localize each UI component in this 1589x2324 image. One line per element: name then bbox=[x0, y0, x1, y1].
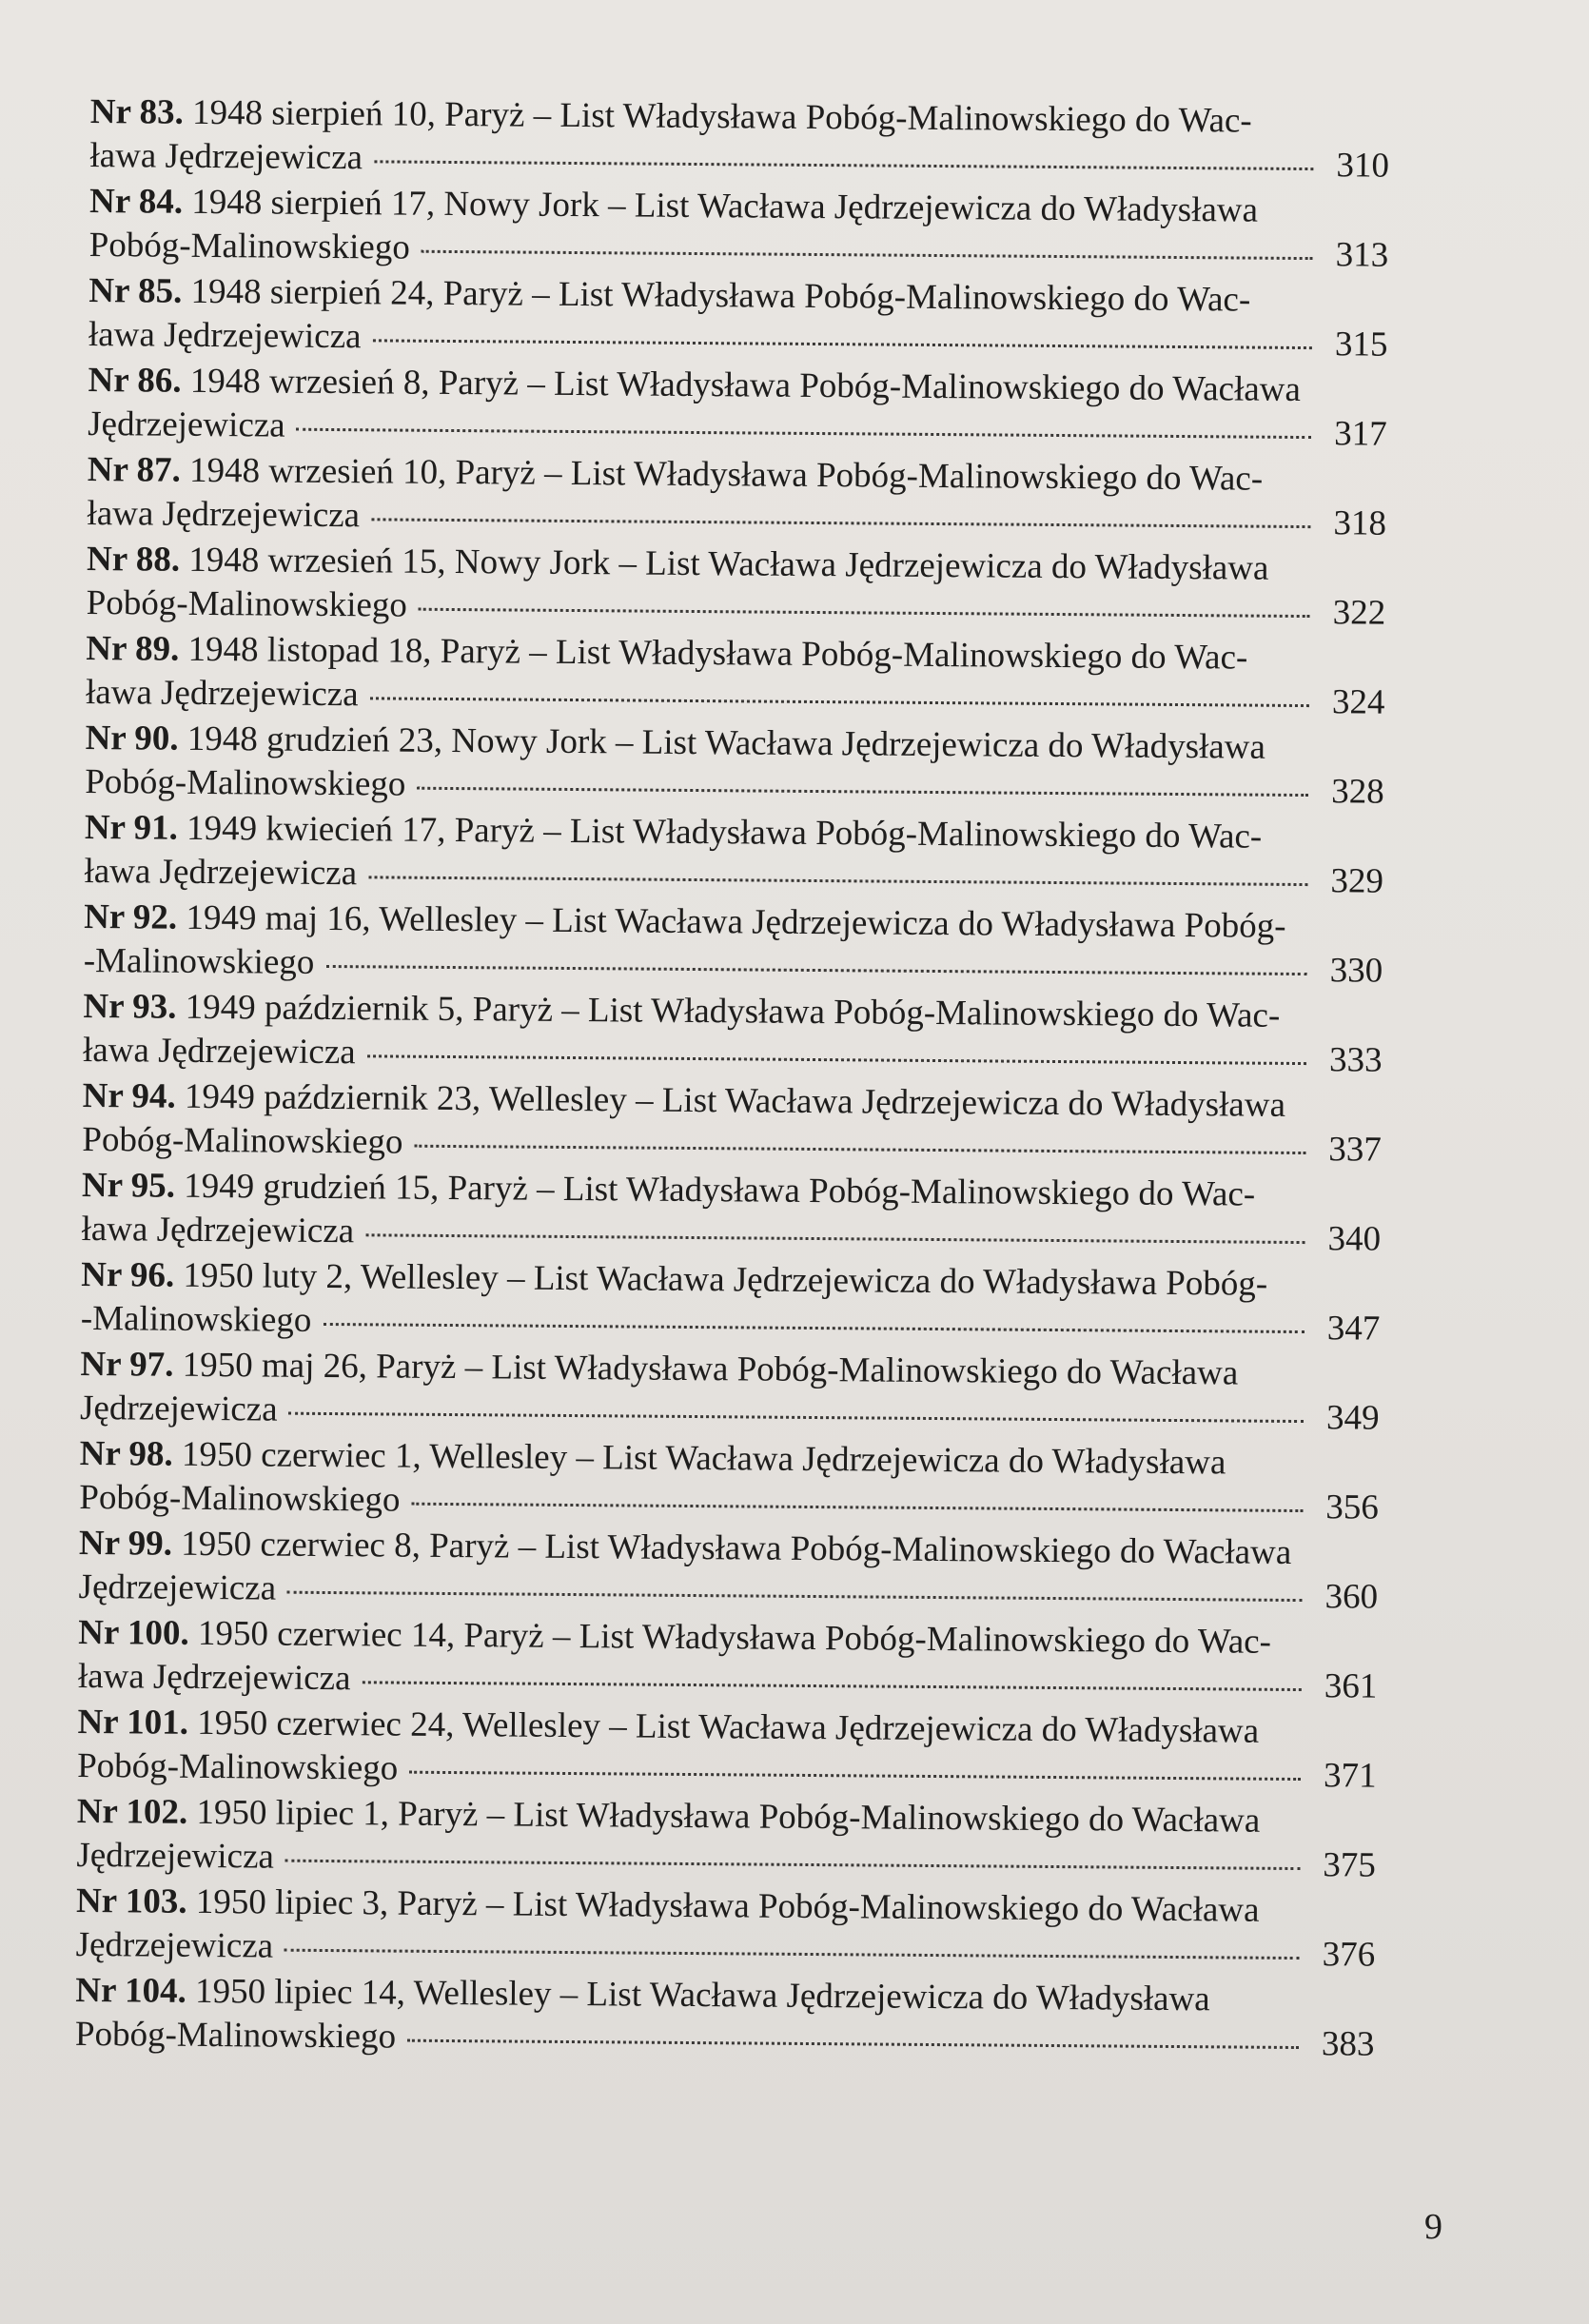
page-number: 9 bbox=[1424, 2207, 1442, 2247]
entry-number: Nr 90. bbox=[85, 718, 179, 758]
entry-number: Nr 83. bbox=[89, 91, 184, 132]
entry-title-continuation: Jędrzejewicza bbox=[75, 1924, 274, 1966]
entry-number: Nr 88. bbox=[86, 539, 181, 580]
dot-leader bbox=[409, 1771, 1301, 1781]
entry-number: Nr 102. bbox=[76, 1791, 188, 1832]
entry-title-first-line: 1950 czerwiec 1, Wellesley – List Wacława Jędrzejewicza do Władysława bbox=[172, 1434, 1226, 1483]
entry-title-first-line: 1948 wrzesień 15, Nowy Jork – List Wacława Jędrzejewicza do Władysława bbox=[179, 540, 1269, 588]
entry-page-number: 322 bbox=[1332, 593, 1386, 633]
entry-number: Nr 85. bbox=[88, 270, 183, 311]
dot-leader bbox=[374, 160, 1313, 170]
toc-entry bbox=[85, 627, 1385, 724]
dot-leader bbox=[371, 518, 1310, 528]
toc-entry bbox=[74, 1969, 1375, 2066]
entry-page-number: 330 bbox=[1329, 951, 1383, 991]
toc-entry bbox=[77, 1701, 1377, 1798]
entry-title-continuation: ława Jędrzejewicza bbox=[82, 1030, 356, 1073]
entry-title-continuation: Jędrzejewicza bbox=[76, 1835, 275, 1877]
entry-number: Nr 96. bbox=[81, 1254, 175, 1295]
entry-title-continuation: -Malinowskiego bbox=[83, 940, 315, 982]
entry-title-continuation: ława Jędrzejewicza bbox=[87, 493, 361, 536]
entry-page-number: 324 bbox=[1331, 682, 1385, 722]
entry-number: Nr 95. bbox=[81, 1165, 176, 1206]
entry-number: Nr 94. bbox=[82, 1075, 176, 1116]
entry-title-continuation: Jędrzejewicza bbox=[88, 404, 285, 445]
entry-title-first-line: 1949 październik 23, Wellesley – List Wacława Jędrzejewicza do Władysława bbox=[175, 1076, 1286, 1125]
entry-number: Nr 91. bbox=[84, 807, 179, 848]
toc-entry bbox=[82, 985, 1383, 1082]
entry-number: Nr 100. bbox=[78, 1612, 189, 1653]
dot-leader bbox=[419, 608, 1310, 618]
entry-title-continuation: Pobóg-Malinowskiego bbox=[86, 582, 408, 625]
entry-page-number: 361 bbox=[1324, 1666, 1378, 1706]
entry-title-continuation: Pobóg-Malinowskiego bbox=[88, 225, 410, 267]
table-of-contents bbox=[75, 90, 1422, 2069]
entry-number: Nr 86. bbox=[88, 360, 182, 401]
entry-title-first-line: 1948 listopad 18, Paryż – List Władysława Pobóg-Malinowskiego do Wac- bbox=[179, 629, 1248, 678]
dot-leader bbox=[414, 1145, 1305, 1154]
entry-title-first-line: 1950 luty 2, Wellesley – List Wacława Jędrzejewicza do Władysława Pobóg- bbox=[174, 1255, 1268, 1304]
toc-entry bbox=[85, 717, 1384, 814]
toc-entry bbox=[75, 1880, 1376, 1977]
entry-title-continuation: Pobóg-Malinowskiego bbox=[74, 2014, 397, 2057]
entry-page-number: 356 bbox=[1325, 1487, 1380, 1527]
dot-leader bbox=[411, 1503, 1303, 1512]
entry-title-continuation: ława Jędrzejewicza bbox=[89, 135, 363, 178]
entry-page-number: 349 bbox=[1325, 1398, 1380, 1438]
entry-number: Nr 98. bbox=[79, 1433, 173, 1474]
dot-leader bbox=[325, 965, 1306, 975]
dot-leader bbox=[284, 1949, 1300, 1960]
entry-number: Nr 99. bbox=[78, 1523, 173, 1564]
toc-entry bbox=[83, 896, 1383, 993]
entry-title-continuation: ława Jędrzejewicza bbox=[77, 1656, 351, 1699]
entry-title-first-line: 1948 sierpień 17, Nowy Jork – List Wacława Jędrzejewicza do Władysława bbox=[182, 182, 1259, 230]
toc-entry bbox=[88, 180, 1389, 277]
toc-entry bbox=[87, 448, 1387, 545]
entry-page-number: 315 bbox=[1334, 325, 1388, 364]
entry-title-continuation: ława Jędrzejewicza bbox=[81, 1209, 355, 1251]
entry-title-first-line: 1949 maj 16, Wellesley – List Wacława Jędrzejewicza do Władysława Pobóg- bbox=[176, 897, 1286, 946]
toc-entry bbox=[88, 269, 1388, 366]
dot-leader bbox=[417, 787, 1308, 797]
entry-page-number: 310 bbox=[1336, 146, 1390, 186]
entry-title-first-line: 1948 wrzesień 8, Paryż – List Władysława Pobóg-Malinowskiego do Wacława bbox=[181, 361, 1302, 409]
entry-title-first-line: 1948 grudzień 23, Nowy Jork – List Wacława Jędrzejewicza do Władysława bbox=[178, 719, 1266, 767]
entry-title-first-line: 1950 czerwiec 8, Paryż – List Władysława Pobóg-Malinowskiego do Wacława bbox=[171, 1524, 1292, 1572]
entry-title-first-line: 1949 październik 5, Paryż – List Władysława Pobóg-Malinowskiego do Wac- bbox=[176, 987, 1281, 1035]
toc-entry bbox=[77, 1611, 1378, 1708]
entry-number: Nr 89. bbox=[86, 628, 180, 669]
entry-title-continuation: Jędrzejewicza bbox=[78, 1566, 277, 1608]
entry-page-number: 337 bbox=[1328, 1130, 1382, 1170]
dot-leader bbox=[287, 1591, 1303, 1602]
entry-title-first-line: 1948 sierpień 10, Paryż – List Władysława Pobóg-Malinowskiego do Wac- bbox=[183, 92, 1252, 141]
toc-entry bbox=[79, 1343, 1380, 1440]
entry-title-continuation: Pobóg-Malinowskiego bbox=[82, 1119, 403, 1162]
entry-title-continuation: Pobóg-Malinowskiego bbox=[85, 761, 406, 804]
toc-entry bbox=[76, 1790, 1377, 1887]
dot-leader bbox=[422, 250, 1313, 260]
entry-title-continuation: Jędrzejewicza bbox=[79, 1388, 278, 1429]
entry-title-first-line: 1950 lipiec 1, Paryż – List Władysława Pobóg-Malinowskiego do Wacława bbox=[187, 1792, 1261, 1841]
entry-page-number: 347 bbox=[1326, 1309, 1381, 1349]
entry-page-number: 318 bbox=[1333, 503, 1387, 543]
dot-leader bbox=[368, 876, 1307, 886]
dot-leader bbox=[285, 1860, 1301, 1870]
entry-page-number: 360 bbox=[1324, 1577, 1379, 1617]
entry-number: Nr 87. bbox=[87, 449, 182, 490]
entry-page-number: 313 bbox=[1335, 235, 1389, 275]
dot-leader bbox=[297, 428, 1312, 439]
entry-title-continuation: Pobóg-Malinowskiego bbox=[79, 1477, 401, 1520]
dot-leader bbox=[407, 2039, 1299, 2049]
entry-page-number: 317 bbox=[1334, 414, 1387, 454]
dot-leader bbox=[370, 697, 1309, 707]
entry-title-continuation: Pobóg-Malinowskiego bbox=[77, 1745, 399, 1788]
entry-title-first-line: 1950 czerwiec 14, Paryż – List Władysława Pobóg-Malinowskiego do Wac- bbox=[188, 1613, 1272, 1662]
entry-page-number: 383 bbox=[1321, 2024, 1375, 2064]
toc-entry bbox=[79, 1432, 1380, 1529]
entry-page-number: 333 bbox=[1328, 1040, 1383, 1080]
entry-page-number: 340 bbox=[1327, 1219, 1382, 1259]
entry-title-continuation: ława Jędrzejewicza bbox=[84, 851, 358, 894]
dot-leader bbox=[365, 1233, 1305, 1244]
entry-title-first-line: 1949 grudzień 15, Paryż – List Władysława Pobóg-Malinowskiego do Wac- bbox=[174, 1166, 1256, 1214]
entry-title-continuation: ława Jędrzejewicza bbox=[85, 672, 359, 715]
entry-title-first-line: 1950 lipiec 14, Wellesley – List Wacława Jędrzejewicza do Władysława bbox=[186, 1971, 1210, 2019]
dot-leader bbox=[323, 1323, 1304, 1333]
entry-page-number: 371 bbox=[1323, 1756, 1377, 1796]
entry-page-number: 375 bbox=[1323, 1845, 1377, 1885]
toc-entry bbox=[80, 1253, 1381, 1350]
toc-entry bbox=[82, 1074, 1382, 1172]
entry-title-continuation: ława Jędrzejewicza bbox=[88, 314, 362, 357]
dot-leader bbox=[289, 1412, 1305, 1423]
toc-entry bbox=[88, 359, 1387, 456]
entry-page-number: 329 bbox=[1330, 861, 1384, 901]
entry-title-continuation: -Malinowskiego bbox=[80, 1298, 312, 1340]
entry-title-first-line: 1949 kwiecień 17, Paryż – List Władysława Pobóg-Malinowskiego do Wac- bbox=[177, 808, 1263, 857]
entry-title-first-line: 1948 sierpień 24, Paryż – List Władysława Pobóg-Malinowskiego do Wac- bbox=[182, 271, 1251, 320]
entry-page-number: 376 bbox=[1322, 1935, 1376, 1975]
toc-entry bbox=[89, 90, 1390, 187]
entry-number: Nr 104. bbox=[75, 1970, 186, 2011]
entry-title-first-line: 1950 maj 26, Paryż – List Władysława Pobóg-Malinowskiego do Wacława bbox=[173, 1345, 1239, 1393]
entry-number: Nr 92. bbox=[84, 896, 178, 937]
entry-number: Nr 101. bbox=[77, 1702, 189, 1743]
toc-entry bbox=[84, 806, 1384, 903]
dot-leader bbox=[362, 1681, 1301, 1691]
entry-number: Nr 84. bbox=[88, 181, 184, 222]
entry-page-number: 328 bbox=[1331, 772, 1384, 812]
dot-leader bbox=[367, 1054, 1306, 1065]
entry-title-first-line: 1950 lipiec 3, Paryż – List Władysława Pobóg-Malinowskiego do Wacława bbox=[186, 1881, 1260, 1930]
entry-number: Nr 103. bbox=[75, 1881, 187, 1921]
toc-entry bbox=[81, 1164, 1382, 1261]
toc-entry bbox=[78, 1522, 1379, 1619]
entry-title-first-line: 1950 czerwiec 24, Wellesley – List Wacława Jędrzejewicza do Władysława bbox=[187, 1703, 1260, 1751]
entry-number: Nr 97. bbox=[80, 1344, 174, 1385]
entry-title-first-line: 1948 wrzesień 10, Paryż – List Władysława Pobóg-Malinowskiego do Wac- bbox=[180, 450, 1264, 499]
toc-entry bbox=[86, 538, 1386, 635]
dot-leader bbox=[372, 339, 1311, 349]
entry-number: Nr 93. bbox=[83, 986, 177, 1027]
